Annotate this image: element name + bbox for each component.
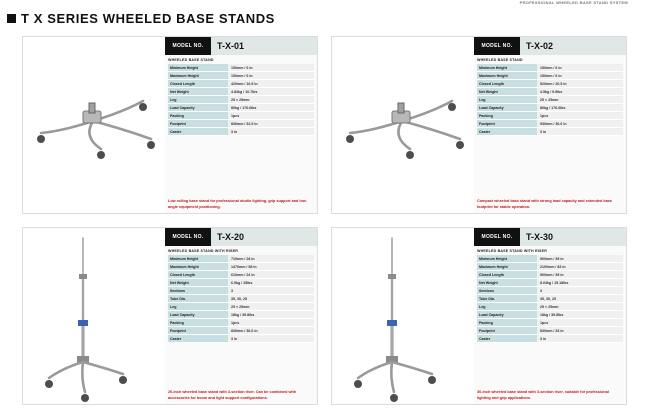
product-photo: [23, 37, 163, 213]
spec-row: [477, 255, 623, 263]
spec-value: 150mm / 6 in: [537, 72, 623, 79]
spec-header: [474, 37, 626, 55]
spec-row: [477, 335, 623, 343]
model-label: MODEL NO.: [474, 37, 520, 55]
spec-row: [477, 64, 623, 72]
spec-value: 4.5kg / 9.9lbs: [537, 88, 623, 95]
spec-key: Packing: [477, 319, 537, 326]
spec-value: 25 × 25mm: [537, 303, 623, 310]
spec-key: Net Weight: [168, 88, 228, 95]
spec-value: 80kg / 176.6lbs: [537, 104, 623, 111]
spec-row: [477, 72, 623, 80]
spec-value: 610mm / 24 in: [228, 271, 314, 278]
spec-value: 1pcs: [537, 319, 623, 326]
spec-row: [168, 287, 314, 295]
spec-value: 900mm / 35 in: [537, 255, 623, 262]
spec-key: Maximum Height: [477, 263, 537, 270]
spec-panel: [165, 37, 317, 213]
spec-row: [168, 72, 314, 80]
spec-value: 80kg / 176.6lbs: [228, 104, 314, 111]
spec-row: [168, 128, 314, 136]
spec-row: [168, 311, 314, 319]
spec-value: 25 × 25mm: [228, 303, 314, 310]
spec-value: 25 × 25mm: [228, 96, 314, 103]
spec-key: Footprint: [477, 327, 537, 334]
spec-rows: [165, 255, 317, 343]
spec-key: Load Capacity: [477, 104, 537, 111]
spec-row: [168, 112, 314, 120]
spec-key: Minimum Height: [168, 64, 228, 71]
spec-row: [477, 112, 623, 120]
product-card-t-x-20: [22, 227, 318, 405]
spec-row: [477, 80, 623, 88]
spec-value: 3: [228, 287, 314, 294]
spec-row: [168, 295, 314, 303]
spec-header: [165, 228, 317, 246]
spec-value: 3: [537, 287, 623, 294]
model-label: MODEL NO.: [165, 228, 211, 246]
spec-key: Net Weight: [477, 279, 537, 286]
spec-value: 4.83kg / 10.7lbs: [228, 88, 314, 95]
spec-header: [474, 228, 626, 246]
spec-value: 150mm / 6 in: [537, 64, 623, 71]
spec-key: Closed Length: [477, 271, 537, 278]
spec-row: [168, 64, 314, 72]
spec-row: [168, 80, 314, 88]
spec-rows: [165, 64, 317, 136]
low-base-stand-icon: [23, 37, 163, 213]
spec-key: Minimum Height: [168, 255, 228, 262]
spec-key: Maximum Height: [477, 72, 537, 79]
product-subtitle: WHEELED BASE STAND WITH RISER: [168, 249, 239, 253]
spec-key: Packing: [168, 319, 228, 326]
spec-row: [477, 319, 623, 327]
spec-value: 18kg / 39.8lbs: [228, 311, 314, 318]
spec-value: 3 in: [228, 335, 314, 342]
spec-value: 1470mm / 58 in: [228, 263, 314, 270]
product-description: 30-inch wheeled base stand with 3-section riser, suitable for professional lighting and grip applications.: [477, 390, 609, 400]
product-subtitle: WHEELED BASE STAND: [477, 58, 523, 62]
model-label: MODEL NO.: [474, 228, 520, 246]
spec-row: [168, 279, 314, 287]
product-description: 20-inch wheeled base stand with 3-section riser. Can be combined with accessories for boom and light support configurations.: [168, 390, 297, 400]
spec-value: 150mm / 6 in: [228, 64, 314, 71]
spec-key: Leg: [477, 96, 537, 103]
model-number: T-X-01: [211, 37, 317, 55]
spec-key: Caster: [477, 335, 537, 342]
spec-row: [168, 120, 314, 128]
product-description: Compact wheeled base stand with strong load capacity and extended base footprint for stable operation.: [477, 199, 613, 209]
spec-key: Maximum Height: [168, 263, 228, 270]
spec-key: Footprint: [477, 120, 537, 127]
spec-value: 1pcs: [537, 112, 623, 119]
spec-key: Closed Length: [477, 80, 537, 87]
page-title: [7, 11, 275, 26]
spec-key: Tube Dia.: [168, 295, 228, 302]
spec-row: [168, 271, 314, 279]
spec-value: 830mm / 33 in: [537, 327, 623, 334]
spec-row: [477, 279, 623, 287]
spec-value: 830mm / 36.6 in: [228, 327, 314, 334]
product-photo: [332, 37, 472, 213]
model-number: T-X-20: [211, 228, 317, 246]
spec-key: Footprint: [168, 120, 228, 127]
product-photo: [23, 228, 163, 404]
spec-value: 25 × 25mm: [537, 96, 623, 103]
spec-key: Caster: [477, 128, 537, 135]
spec-panel: [474, 228, 626, 404]
spec-row: [168, 303, 314, 311]
spec-panel: [474, 37, 626, 213]
spec-value: 150mm / 6 in: [228, 72, 314, 79]
spec-key: Packing: [168, 112, 228, 119]
product-subtitle: WHEELED BASE STAND WITH RISER: [477, 249, 548, 253]
spec-key: Caster: [168, 128, 228, 135]
spec-row: [168, 263, 314, 271]
spec-key: Packing: [477, 112, 537, 119]
spec-value: 1pcs: [228, 112, 314, 119]
low-base-stand-icon: [332, 37, 472, 213]
spec-key: Leg: [168, 96, 228, 103]
square-bullet-icon: [7, 14, 16, 23]
product-card-t-x-30: [331, 227, 627, 405]
spec-key: Caster: [168, 335, 228, 342]
spec-key: Minimum Height: [477, 64, 537, 71]
spec-rows: [474, 255, 626, 343]
riser-stand-icon: [23, 228, 163, 404]
spec-key: Leg: [477, 303, 537, 310]
spec-key: Load Capacity: [477, 311, 537, 318]
spec-key: Sections: [477, 287, 537, 294]
spec-row: [477, 327, 623, 335]
spec-value: 930mm / 36.6 in: [537, 120, 623, 127]
model-number: T-X-30: [520, 228, 626, 246]
spec-value: 2100mm / 83 in: [537, 263, 623, 270]
spec-value: 35, 30, 25: [537, 295, 623, 302]
spec-key: Minimum Height: [477, 255, 537, 262]
spec-value: 8.04kg / 15.18lbs: [537, 279, 623, 286]
spec-row: [477, 311, 623, 319]
spec-row: [477, 303, 623, 311]
product-subtitle: WHEELED BASE STAND: [168, 58, 214, 62]
spec-panel: [165, 228, 317, 404]
spec-value: 3 in: [537, 335, 623, 342]
spec-rows: [474, 64, 626, 136]
spec-value: 900mm / 35 in: [537, 271, 623, 278]
product-description: Low rolling base stand for professional studio lighting, grip support and low-angle equipment positioning.: [168, 199, 308, 209]
spec-row: [477, 263, 623, 271]
spec-key: Net Weight: [477, 88, 537, 95]
model-number: T-X-02: [520, 37, 626, 55]
spec-row: [477, 128, 623, 136]
model-label: MODEL NO.: [165, 37, 211, 55]
spec-row: [168, 88, 314, 96]
spec-key: Closed Length: [168, 80, 228, 87]
spec-row: [477, 88, 623, 96]
spec-value: 6.9kg / 15lbs: [228, 279, 314, 286]
spec-row: [477, 104, 623, 112]
spec-key: Closed Length: [168, 271, 228, 278]
spec-key: Load Capacity: [168, 104, 228, 111]
spec-value: 3 in: [537, 128, 623, 135]
product-photo: [332, 228, 472, 404]
spec-value: 35, 30, 25: [228, 295, 314, 302]
spec-key: Load Capacity: [168, 311, 228, 318]
spec-key: Maximum Height: [168, 72, 228, 79]
spec-value: 710mm / 28 in: [228, 255, 314, 262]
page-title-text: T X SERIES WHEELED BASE STANDS: [21, 11, 275, 26]
spec-key: Tube Dia.: [477, 295, 537, 302]
spec-key: Leg: [168, 303, 228, 310]
spec-row: [477, 295, 623, 303]
spec-row: [168, 255, 314, 263]
spec-row: [477, 271, 623, 279]
spec-row: [477, 96, 623, 104]
spec-value: 830mm / 32.5 in: [228, 120, 314, 127]
spec-row: [168, 96, 314, 104]
product-card-t-x-02: [331, 36, 627, 214]
spec-row: [168, 335, 314, 343]
spec-key: Footprint: [168, 327, 228, 334]
spec-value: 420mm / 16.5 in: [228, 80, 314, 87]
spec-row: [168, 319, 314, 327]
spec-key: Net Weight: [168, 279, 228, 286]
riser-stand-icon: [332, 228, 472, 404]
spec-row: [477, 120, 623, 128]
spec-value: 18kg / 39.8lbs: [537, 311, 623, 318]
spec-row: [168, 104, 314, 112]
spec-key: Sections: [168, 287, 228, 294]
spec-header: [165, 37, 317, 55]
brand-line: PROFESSIONAL WHEELED BASE STAND SYSTEM: [519, 0, 628, 5]
spec-value: 3 in: [228, 128, 314, 135]
spec-row: [168, 327, 314, 335]
spec-value: 520mm / 20.5 in: [537, 80, 623, 87]
spec-value: 1pcs: [228, 319, 314, 326]
product-card-t-x-01: [22, 36, 318, 214]
spec-row: [477, 287, 623, 295]
